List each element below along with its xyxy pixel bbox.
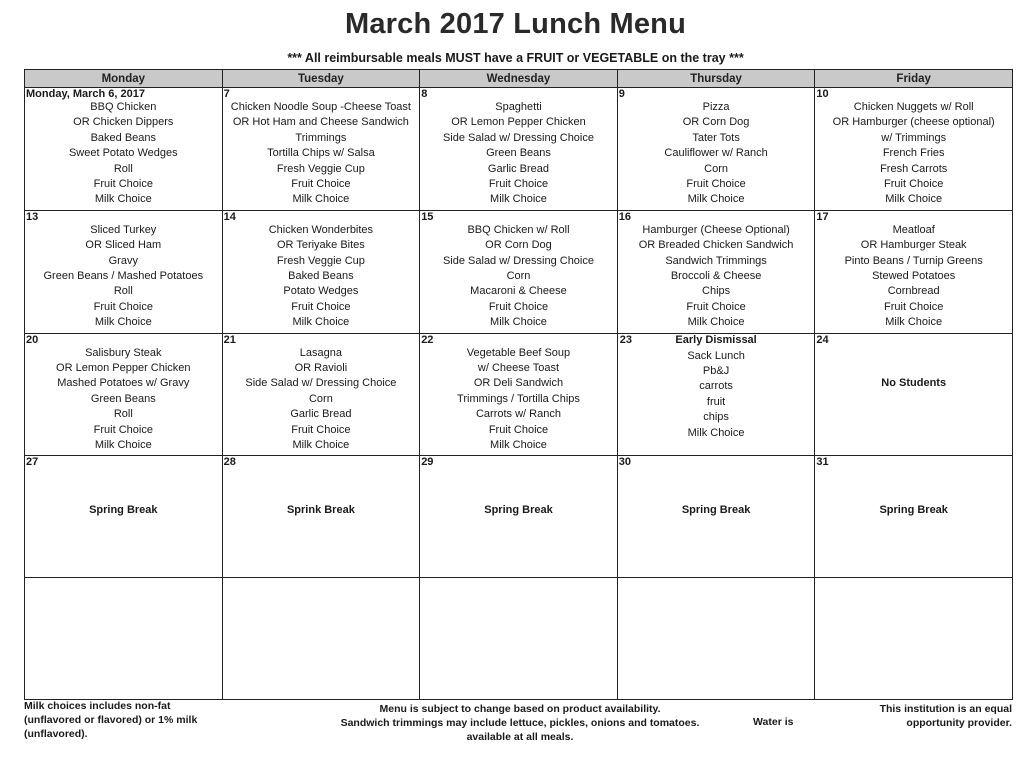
page-title: March 2017 Lunch Menu bbox=[345, 8, 686, 40]
day-cell bbox=[25, 210, 223, 333]
day-cell bbox=[420, 456, 618, 578]
header-thursday: Thursday bbox=[617, 70, 815, 88]
menu-item: Fruit Choice bbox=[488, 423, 549, 436]
menu-item: Green Beans / Mashed Potatoes bbox=[43, 270, 204, 283]
blank-day-cell bbox=[617, 578, 815, 700]
day-cell bbox=[617, 456, 815, 578]
blank-day-cell bbox=[222, 578, 420, 700]
menu-item: Macaroni & Cheese bbox=[470, 285, 567, 298]
menu-item: Lasagna bbox=[299, 346, 342, 359]
menu-item: Pinto Beans / Turnip Greens bbox=[844, 254, 983, 267]
menu-item: Tater Tots bbox=[692, 131, 740, 144]
menu-item: Pizza bbox=[702, 101, 730, 113]
menu-item: Fresh Veggie Cup bbox=[276, 162, 365, 175]
menu-item: Side Salad w/ Dressing Choice bbox=[442, 131, 594, 144]
day-cell bbox=[222, 210, 420, 333]
day-number: 17 bbox=[816, 210, 829, 223]
day-cell bbox=[222, 456, 420, 578]
menu-item: Fruit Choice bbox=[93, 300, 153, 313]
milk-note-line: (unflavored). bbox=[24, 728, 88, 740]
menu-item: Chicken Wonderbites bbox=[268, 223, 374, 236]
menu-item: Fruit Choice bbox=[93, 423, 153, 436]
menu-item: BBQ Chicken w/ Roll bbox=[467, 223, 570, 236]
menu-item: Cornbread bbox=[887, 285, 940, 298]
menu-item: Milk Choice bbox=[292, 193, 350, 206]
menu-item: Milk Choice bbox=[292, 439, 350, 452]
blank-day-cell bbox=[815, 578, 1013, 700]
menu-item: Fruit Choice bbox=[488, 300, 549, 313]
blank-week-row bbox=[25, 578, 1013, 700]
week-row bbox=[25, 333, 1013, 456]
menu-item: Sack Lunch bbox=[687, 349, 745, 362]
menu-item: Cauliflower w/ Ranch bbox=[664, 147, 768, 160]
menu-item: Milk Choice bbox=[885, 316, 943, 329]
menu-item: OR Teriyake Bites bbox=[276, 239, 365, 252]
menu-item: Baked Beans bbox=[90, 131, 157, 144]
special-day-note: Spring Break bbox=[89, 504, 158, 517]
menu-note-line: available at all meals. bbox=[466, 731, 574, 743]
menu-item: Milk Choice bbox=[687, 316, 745, 329]
day-cell bbox=[815, 210, 1013, 333]
special-day-note: Sprink Break bbox=[286, 504, 355, 517]
menu-item: Garlic Bread bbox=[487, 162, 550, 175]
menu-item: Fruit Choice bbox=[291, 423, 351, 436]
week-row bbox=[25, 210, 1013, 333]
day-number: 23 bbox=[619, 333, 633, 346]
menu-item: Tortilla Chips w/ Salsa bbox=[267, 147, 375, 160]
menu-item: Chips bbox=[702, 285, 731, 298]
day-cell bbox=[25, 456, 223, 578]
day-number: 8 bbox=[421, 88, 428, 100]
day-number: 30 bbox=[618, 456, 632, 469]
day-cell bbox=[420, 333, 618, 456]
menu-item: Fruit Choice bbox=[686, 178, 746, 191]
menu-item: Gravy bbox=[108, 254, 138, 267]
menu-item: OR Hamburger Steak bbox=[860, 239, 967, 252]
milk-note-line: (unflavored or flavored) or 1% milk bbox=[24, 714, 198, 726]
day-number: 28 bbox=[223, 456, 236, 469]
blank-day-cell bbox=[25, 578, 223, 700]
menu-item: Milk Choice bbox=[292, 316, 350, 329]
menu-item: Baked Beans bbox=[288, 270, 354, 283]
menu-item: OR Sliced Ham bbox=[85, 239, 162, 252]
menu-item: Potato Wedges bbox=[283, 285, 359, 298]
menu-item: Fresh Veggie Cup bbox=[276, 254, 365, 267]
menu-item: OR Lemon Pepper Chicken bbox=[451, 116, 586, 129]
lunch-calendar bbox=[24, 69, 1013, 700]
day-number: 31 bbox=[816, 456, 829, 469]
menu-item: Milk Choice bbox=[687, 193, 745, 206]
menu-item: Fruit Choice bbox=[488, 178, 549, 191]
day-number: 16 bbox=[618, 210, 632, 223]
water-note: Water is bbox=[753, 716, 794, 728]
day-cell bbox=[617, 88, 815, 211]
day-cell bbox=[420, 88, 618, 211]
menu-note-line: Menu is subject to change based on product availability. bbox=[379, 703, 661, 715]
menu-item: Green Beans bbox=[90, 392, 156, 405]
special-day-note: Spring Break bbox=[879, 504, 948, 517]
menu-item: Pb&J bbox=[702, 365, 730, 377]
menu-item: OR Corn Dog bbox=[682, 116, 750, 129]
menu-item: Carrots w/ Ranch bbox=[475, 408, 561, 421]
menu-item: fruit bbox=[706, 395, 726, 408]
menu-item: OR Ravioli bbox=[294, 362, 348, 374]
menu-item: Fruit Choice bbox=[291, 300, 351, 313]
menu-item: carrots bbox=[699, 380, 733, 393]
menu-item: Milk Choice bbox=[94, 316, 152, 329]
menu-item: Mashed Potatoes w/ Gravy bbox=[57, 377, 190, 390]
menu-item: OR Hot Ham and Cheese Sandwich bbox=[232, 116, 409, 129]
menu-item: Sweet Potato Wedges bbox=[68, 147, 178, 160]
menu-item: Trimmings / Tortilla Chips bbox=[457, 392, 580, 405]
menu-item: Milk Choice bbox=[94, 193, 152, 206]
menu-item: Fruit Choice bbox=[93, 178, 153, 191]
equal-note-line: This institution is an equal bbox=[879, 703, 1012, 715]
menu-item: BBQ Chicken bbox=[90, 101, 157, 113]
day-number: 7 bbox=[223, 88, 230, 100]
milk-choices-note bbox=[24, 699, 224, 741]
menu-item: Roll bbox=[113, 408, 133, 421]
special-day-note: Spring Break bbox=[681, 504, 751, 517]
day-cell bbox=[617, 333, 815, 456]
menu-item: Fresh Carrots bbox=[880, 162, 948, 175]
menu-item: Trimmings bbox=[295, 131, 347, 144]
menu-item: Corn bbox=[506, 270, 531, 283]
header-monday: Monday bbox=[25, 70, 223, 88]
header-tuesday: Tuesday bbox=[222, 70, 420, 88]
day-cell bbox=[617, 210, 815, 333]
day-number: 14 bbox=[223, 210, 236, 223]
day-cell bbox=[222, 333, 420, 456]
menu-item: Green Beans bbox=[486, 147, 551, 160]
menu-item: French Fries bbox=[882, 147, 945, 160]
menu-item: Salisbury Steak bbox=[85, 346, 162, 359]
menu-item: Corn bbox=[704, 162, 728, 175]
menu-item: Fruit Choice bbox=[686, 300, 746, 313]
day-heading: Early Dismissal bbox=[675, 333, 757, 346]
menu-item: Side Salad w/ Dressing Choice bbox=[245, 377, 397, 390]
day-cell bbox=[25, 333, 223, 456]
menu-item: Milk Choice bbox=[94, 439, 152, 452]
menu-item: Milk Choice bbox=[490, 439, 547, 452]
equal-opportunity-note bbox=[860, 702, 1012, 730]
menu-item: Meatloaf bbox=[892, 223, 935, 236]
menu-item: Side Salad w/ Dressing Choice bbox=[442, 254, 594, 267]
day-number: Monday, March 6, 2017 bbox=[26, 88, 146, 100]
day-number: 10 bbox=[816, 88, 829, 100]
menu-item: Sandwich Trimmings bbox=[665, 254, 767, 267]
special-day-note: Spring Break bbox=[484, 504, 553, 517]
menu-item: OR Corn Dog bbox=[485, 239, 552, 252]
menu-item: Fruit Choice bbox=[291, 178, 351, 191]
menu-item: Stewed Potatoes bbox=[872, 270, 956, 283]
day-number: 29 bbox=[421, 456, 434, 469]
day-number: 27 bbox=[26, 456, 39, 469]
milk-note-line: Milk choices includes non-fat bbox=[24, 700, 171, 712]
day-number: 20 bbox=[26, 333, 39, 346]
menu-item: Chicken Noodle Soup -Cheese Toast bbox=[230, 101, 411, 113]
day-number: 21 bbox=[223, 333, 236, 346]
equal-note-line: opportunity provider. bbox=[906, 717, 1012, 729]
menu-item: OR Lemon Pepper Chicken bbox=[56, 362, 191, 374]
menu-item: Milk Choice bbox=[490, 316, 547, 329]
menu-change-note bbox=[230, 702, 810, 744]
menu-item: Roll bbox=[113, 285, 133, 298]
blank-day-cell bbox=[420, 578, 618, 700]
menu-item: Corn bbox=[308, 392, 333, 405]
menu-item: Garlic Bread bbox=[290, 408, 352, 421]
day-cell bbox=[815, 88, 1013, 211]
menu-item: w/ Trimmings bbox=[881, 131, 947, 144]
menu-item: Sliced Turkey bbox=[90, 223, 157, 236]
menu-item: OR Hamburger (cheese optional) bbox=[832, 116, 995, 129]
menu-item: w/ Cheese Toast bbox=[477, 362, 560, 374]
special-day-note: No Students bbox=[881, 376, 947, 389]
menu-item: Broccoli & Cheese bbox=[670, 270, 762, 283]
menu-item: Fruit Choice bbox=[884, 300, 944, 313]
day-cell bbox=[25, 88, 223, 211]
menu-item: Vegetable Beef Soup bbox=[466, 346, 571, 359]
menu-item: Hamburger (Cheese Optional) bbox=[642, 223, 790, 236]
menu-item: Milk Choice bbox=[490, 193, 547, 206]
day-cell bbox=[222, 88, 420, 211]
day-cell bbox=[420, 210, 618, 333]
day-number: 15 bbox=[421, 210, 434, 223]
day-number: 24 bbox=[816, 333, 829, 346]
menu-item: OR Chicken Dippers bbox=[73, 116, 174, 129]
weekday-header-row bbox=[25, 70, 1013, 88]
header-friday: Friday bbox=[815, 70, 1013, 88]
menu-item: Fruit Choice bbox=[884, 178, 944, 191]
menu-item: Milk Choice bbox=[885, 193, 943, 206]
menu-item: Chicken Nuggets w/ Roll bbox=[853, 101, 974, 113]
tray-requirement-note: *** All reimbursable meals MUST have a FRUIT or VEGETABLE on the tray *** bbox=[287, 51, 744, 65]
menu-item: chips bbox=[703, 411, 729, 424]
day-number: 13 bbox=[26, 210, 39, 223]
menu-item: Roll bbox=[113, 162, 133, 175]
header-wednesday: Wednesday bbox=[420, 70, 618, 88]
menu-note-line: Sandwich trimmings may include lettuce, pickles, onions and tomatoes. bbox=[340, 717, 700, 729]
week-row bbox=[25, 456, 1013, 578]
week-row bbox=[25, 88, 1013, 211]
day-number: 22 bbox=[421, 333, 434, 346]
menu-item: OR Breaded Chicken Sandwich bbox=[638, 239, 794, 252]
day-number: 9 bbox=[618, 88, 625, 100]
menu-item: OR Deli Sandwich bbox=[473, 377, 564, 390]
menu-item: Milk Choice bbox=[687, 426, 745, 439]
day-cell bbox=[815, 456, 1013, 578]
menu-item: Spaghetti bbox=[495, 101, 542, 113]
day-cell bbox=[815, 333, 1013, 456]
